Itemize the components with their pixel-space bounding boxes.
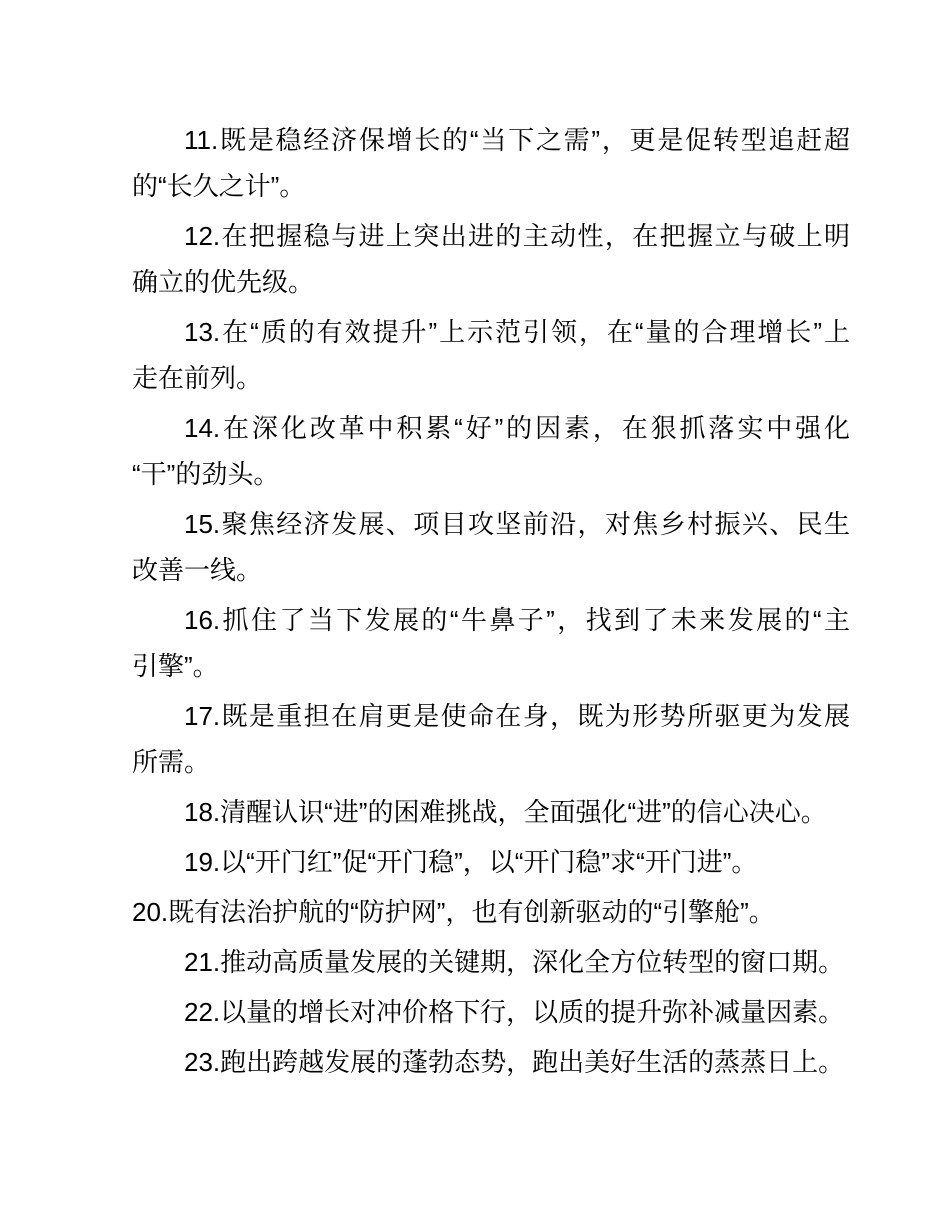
paragraph-item-17 <box>132 693 850 785</box>
paragraph-item-23 <box>132 1039 850 1085</box>
text-line: 的“长久之计”。 <box>132 171 306 201</box>
paragraph-item-13 <box>132 309 850 401</box>
text-line: 17.既是重担在肩更是使命在身，既为形势所驱更为发展 <box>184 701 850 731</box>
text-line: 23.跑出跨越发展的蓬勃态势，跑出美好生活的蒸蒸日上。 <box>184 1047 845 1077</box>
paragraph-item-21 <box>132 939 850 985</box>
text-line: 16.抓住了当下发展的“牛鼻子”，找到了未来发展的“主 <box>184 605 850 635</box>
paragraph-item-20 <box>132 889 850 935</box>
text-line: 确立的优先级。 <box>132 267 315 297</box>
text-line: 11.既是稳经济保增长的“当下之需”，更是促转型追赶超 <box>184 125 850 155</box>
paragraph-item-18 <box>132 789 850 835</box>
text-line: 所需。 <box>132 747 211 777</box>
paragraph-item-14 <box>132 405 850 497</box>
paragraph-item-16 <box>132 597 850 689</box>
text-line: 15.聚焦经济发展、项目攻坚前沿，对焦乡村振兴、民生 <box>184 509 850 539</box>
paragraph-item-12 <box>132 213 850 305</box>
text-line: 走在前列。 <box>132 363 263 393</box>
text-line: 12.在把握稳与进上突出进的主动性，在把握立与破上明 <box>184 221 850 251</box>
paragraph-item-22 <box>132 989 850 1035</box>
text-line: 21.推动高质量发展的关键期，深化全方位转型的窗口期。 <box>184 947 845 977</box>
text-line: 22.以量的增长对冲价格下行，以质的提升弥补减量因素。 <box>184 997 845 1027</box>
paragraph-item-15 <box>132 501 850 593</box>
text-line: 20.既有法治护航的“防护网”，也有创新驱动的“引擎舱”。 <box>132 897 775 927</box>
paragraph-item-11 <box>132 117 850 209</box>
text-line: 18.清醒认识“进”的困难挑战，全面强化“进”的信心决心。 <box>184 797 827 827</box>
text-line: “干”的劲头。 <box>132 459 280 489</box>
text-line: 13.在“质的有效提升”上示范引领，在“量的合理增长”上 <box>184 317 850 347</box>
text-line: 14.在深化改革中积累“好”的因素，在狠抓落实中强化 <box>184 413 850 443</box>
text-line: 改善一线。 <box>132 555 263 585</box>
text-line: 引擎”。 <box>132 651 219 681</box>
text-line: 19.以“开门红”促“开门稳”，以“开门稳”求“开门进”。 <box>184 847 758 877</box>
paragraph-item-19 <box>132 839 850 885</box>
